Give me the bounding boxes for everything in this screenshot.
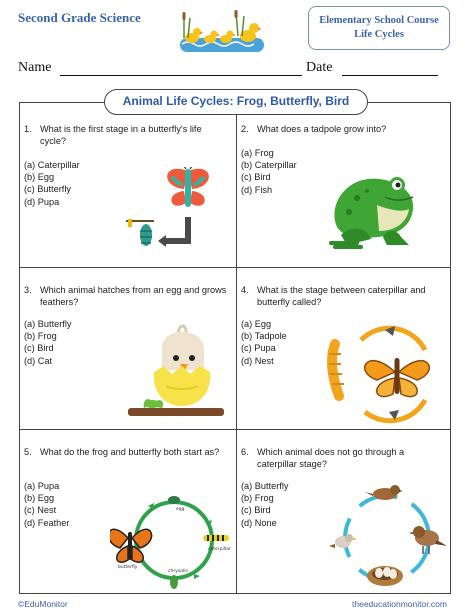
- question-prompt: What does a tadpole grow into?: [257, 124, 387, 134]
- name-label: Name: [18, 60, 52, 75]
- subject-title: Second Grade Science: [18, 10, 141, 25]
- answer-option[interactable]: (b) Egg: [24, 172, 55, 183]
- answer-option[interactable]: (d) Nest: [241, 355, 274, 366]
- answer-option[interactable]: (c) Pupa: [241, 343, 276, 354]
- question-text: [24, 446, 228, 458]
- answer-options: [241, 147, 297, 196]
- frog-icon: [327, 165, 423, 251]
- question-number: 6.: [241, 447, 249, 457]
- question-prompt: Which animal does not go through a caterpillar stage?: [257, 447, 405, 469]
- answer-option[interactable]: (a) Pupa: [24, 481, 60, 491]
- footer-copyright: ©EduMonitor: [18, 599, 68, 609]
- answer-option[interactable]: (a) Egg: [241, 319, 272, 329]
- answer-options: [24, 318, 71, 367]
- answer-option[interactable]: (c) Bird: [241, 505, 271, 516]
- metamorphosis-icon: [325, 320, 445, 428]
- answer-option[interactable]: (b) Caterpillar: [241, 160, 297, 171]
- question-text: [24, 123, 228, 147]
- answer-options: [241, 318, 287, 367]
- question-text: [24, 284, 228, 308]
- diagram-label-egg: egg: [176, 507, 185, 512]
- question-prompt: What is the first stage in a butterfly's life cycle?: [40, 124, 202, 146]
- question-number: 1.: [24, 124, 32, 134]
- question-number: 2.: [241, 124, 249, 134]
- hatching-chick-icon: [124, 318, 228, 422]
- answer-option[interactable]: (d) Fish: [241, 184, 273, 195]
- answer-option[interactable]: (d) Feather: [24, 517, 70, 528]
- footer-website-link[interactable]: theeducationmonitor.com: [352, 599, 447, 609]
- answer-option[interactable]: (b) Egg: [24, 493, 55, 504]
- ducks-illustration-icon: [172, 8, 268, 56]
- answer-option[interactable]: (d) Pupa: [24, 196, 60, 207]
- question-card-1: [24, 123, 236, 283]
- question-text: [241, 123, 445, 135]
- diagram-label-caterpillar: caterpillar: [208, 547, 231, 552]
- answer-option[interactable]: (a) Caterpillar: [24, 160, 80, 170]
- diagram-label-butterfly: butterfly: [118, 565, 138, 570]
- answer-option[interactable]: (c) Nest: [24, 505, 57, 516]
- butterfly-life-cycle-icon: [124, 167, 232, 253]
- answer-option[interactable]: (a) Frog: [241, 148, 274, 158]
- question-prompt: What is the stage between caterpillar and butterfly called?: [257, 285, 426, 307]
- answer-options: [241, 480, 288, 529]
- question-number: 5.: [24, 447, 32, 457]
- answer-option[interactable]: (b) Tadpole: [241, 331, 287, 342]
- bird-life-cycle-icon: [323, 480, 449, 592]
- question-prompt: Which animal hatches from an egg and grows feathers?: [40, 285, 227, 307]
- question-text: [241, 284, 445, 308]
- monarch-life-cycle-icon: [110, 488, 236, 594]
- question-number: 3.: [24, 285, 32, 295]
- question-number: 4.: [241, 285, 249, 295]
- date-field-line[interactable]: [342, 75, 438, 76]
- grid-divider-vertical: [236, 103, 237, 593]
- answer-option[interactable]: (b) Frog: [241, 493, 274, 504]
- question-card-4: [241, 284, 453, 444]
- date-label: Date: [306, 60, 333, 75]
- question-card-3: [24, 284, 236, 444]
- diagram-label-chrysalis: chrysalis: [168, 569, 188, 574]
- answer-option[interactable]: (c) Butterfly: [24, 184, 71, 195]
- answer-options: [24, 159, 80, 208]
- course-topic: Life Cycles: [354, 29, 404, 40]
- answer-option[interactable]: (a) Butterfly: [241, 481, 289, 491]
- worksheet-title: Animal Life Cycles: Frog, Butterfly, Bird: [104, 89, 368, 115]
- answer-options: [24, 480, 69, 529]
- answer-option[interactable]: (c) Bird: [24, 343, 54, 354]
- course-name: Elementary School Course: [319, 15, 439, 26]
- course-badge: [308, 6, 450, 50]
- question-prompt: What do the frog and butterfly both start as?: [40, 447, 220, 457]
- question-text: [241, 446, 445, 470]
- question-card-6: [241, 446, 453, 606]
- answer-option[interactable]: (b) Frog: [24, 331, 57, 342]
- question-card-2: [241, 123, 453, 283]
- answer-option[interactable]: (d) Cat: [24, 355, 53, 366]
- question-card-5: [24, 446, 236, 606]
- answer-option[interactable]: (c) Bird: [241, 172, 271, 183]
- answer-option[interactable]: (d) None: [241, 517, 277, 528]
- answer-option[interactable]: (a) Butterfly: [24, 319, 72, 329]
- name-field-line[interactable]: [60, 75, 302, 76]
